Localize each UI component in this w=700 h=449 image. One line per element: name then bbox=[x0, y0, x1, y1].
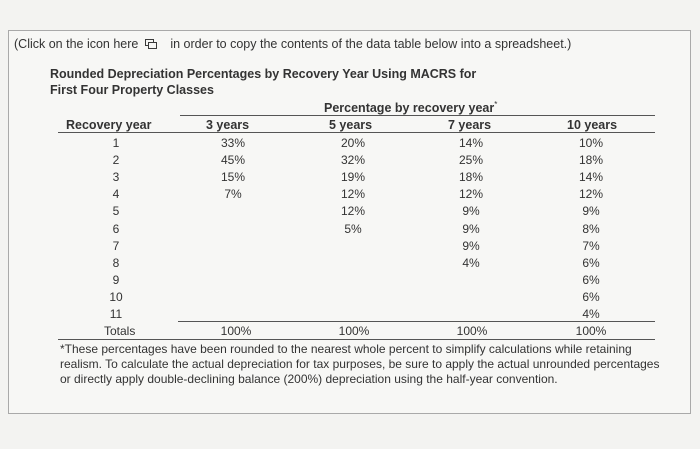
instruction-text-after: in order to copy the contents of the data table below into a spreadsheet.) bbox=[170, 37, 572, 51]
copy-instruction bbox=[14, 37, 571, 51]
cell-5-years: 12% bbox=[340, 187, 366, 202]
cell-7-years: 14% bbox=[458, 136, 484, 150]
cell-recovery-year: 1 bbox=[112, 136, 120, 150]
cell-10-years: 6% bbox=[582, 289, 600, 304]
cell-10-years: 8% bbox=[582, 221, 600, 236]
cell-7-years: 9% bbox=[462, 238, 480, 253]
group-header bbox=[324, 100, 497, 115]
cell-5-years: 20% bbox=[340, 136, 366, 150]
cell-10-years: 18% bbox=[578, 153, 604, 168]
cell-3-years: 7% bbox=[224, 187, 242, 202]
total-3-years: 100% bbox=[220, 324, 252, 338]
copy-icon[interactable] bbox=[145, 38, 157, 48]
cell-5-years: 19% bbox=[340, 170, 366, 185]
cell-10-years: 10% bbox=[578, 136, 604, 150]
cell-5-years: 5% bbox=[344, 221, 362, 236]
cell-7-years: 9% bbox=[462, 204, 480, 219]
cell-recovery-year: 2 bbox=[112, 153, 120, 168]
column-header-5-years: 5 years bbox=[329, 118, 373, 132]
header-rule bbox=[58, 132, 655, 133]
cell-3-years: 15% bbox=[220, 170, 246, 185]
cell-recovery-year: 3 bbox=[112, 170, 120, 185]
total-7-years: 100% bbox=[456, 324, 488, 338]
table-title-line-2: First Four Property Classes bbox=[50, 83, 214, 97]
cell-10-years: 6% bbox=[582, 272, 600, 287]
cell-recovery-year: 7 bbox=[112, 238, 120, 253]
cell-3-years: 45% bbox=[220, 153, 246, 168]
cell-7-years: 12% bbox=[458, 187, 484, 202]
cell-recovery-year: 9 bbox=[112, 272, 120, 287]
cell-recovery-year: 10 bbox=[109, 289, 123, 304]
cell-10-years: 7% bbox=[582, 238, 600, 253]
footnote-mark: * bbox=[494, 100, 498, 109]
cell-7-years: 18% bbox=[458, 170, 484, 185]
cell-7-years: 4% bbox=[462, 255, 480, 270]
total-5-years: 100% bbox=[338, 324, 370, 338]
group-header-rule bbox=[180, 115, 655, 116]
cell-5-years: 32% bbox=[340, 153, 366, 168]
totals-rule bbox=[178, 321, 655, 322]
instruction-text-before: (Click on the icon here bbox=[14, 37, 139, 51]
cell-10-years: 4% bbox=[582, 307, 600, 321]
table-title bbox=[50, 66, 476, 98]
totals-label: Totals bbox=[104, 324, 136, 338]
cell-recovery-year: 4 bbox=[112, 187, 120, 202]
table-title-line-1: Rounded Depreciation Percentages by Recovery Year Using MACRS for bbox=[50, 67, 477, 81]
column-header-10-years: 10 years bbox=[567, 118, 618, 132]
cell-3-years: 33% bbox=[220, 136, 246, 150]
footer-rule bbox=[58, 339, 655, 340]
total-10-years: 100% bbox=[575, 324, 607, 338]
cell-7-years: 25% bbox=[458, 153, 484, 168]
footnote: *These percentages have been rounded to the nearest whole percent to simplify calculations while retaining realism. To calculate the actual depreciation for tax purposes, be sure to apply the actual unrounded percentages or directly apply double-declining balance (200%) depreciation using the half-year convention. bbox=[60, 342, 660, 386]
cell-10-years: 6% bbox=[582, 255, 600, 270]
cell-recovery-year: 11 bbox=[109, 307, 123, 321]
cell-5-years: 12% bbox=[340, 204, 366, 219]
group-header-label: Percentage by recovery year bbox=[324, 101, 495, 116]
cell-10-years: 9% bbox=[582, 204, 600, 219]
column-header-7-years: 7 years bbox=[448, 118, 492, 132]
cell-10-years: 14% bbox=[578, 170, 604, 185]
cell-recovery-year: 8 bbox=[112, 255, 120, 270]
cell-10-years: 12% bbox=[578, 187, 604, 202]
cell-recovery-year: 6 bbox=[112, 221, 120, 236]
column-header-recovery-year: Recovery year bbox=[66, 118, 152, 132]
cell-recovery-year: 5 bbox=[112, 204, 120, 219]
column-header-3-years: 3 years bbox=[206, 118, 250, 132]
cell-7-years: 9% bbox=[462, 221, 480, 236]
